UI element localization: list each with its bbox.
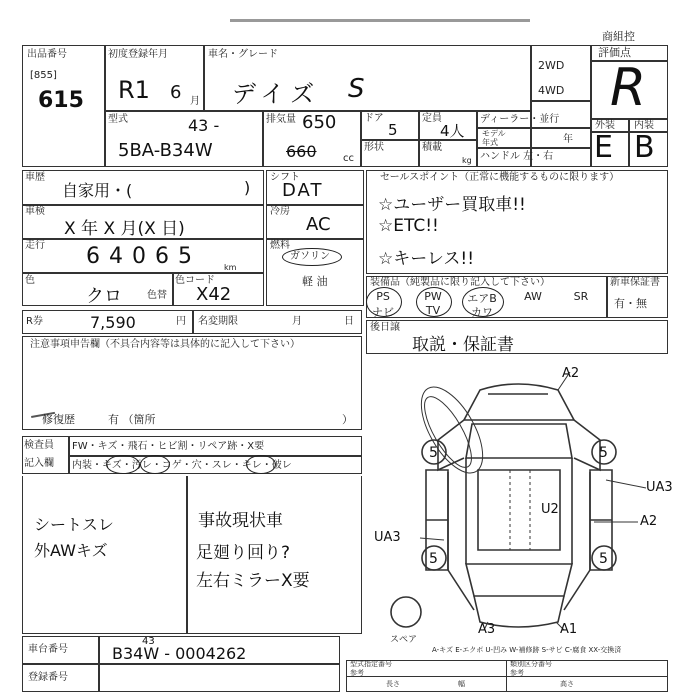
name-change-month: 月	[292, 316, 302, 327]
class-number-label-line1: 類別区分番号	[510, 660, 552, 668]
drive-2wd: 2WD	[538, 59, 565, 72]
name-change-day: 日	[344, 316, 354, 327]
dealer-label: ディーラー・並行	[480, 114, 560, 125]
history-close: )	[244, 178, 251, 197]
equip-airbag-circle	[462, 287, 504, 317]
equip-airbag: エアB	[467, 292, 497, 305]
new-warranty-label: 新車保証書	[610, 277, 660, 288]
interior-wear-circle	[246, 455, 276, 474]
fuel-diesel: 軽 油	[302, 275, 328, 288]
vehicle-grade: S	[348, 74, 365, 104]
repair-label: 修復歴	[42, 413, 75, 426]
model-year-label-line2: 年式	[482, 138, 498, 147]
notes-label: 注意事項申告欄（不具合内容等は具体的に記入して下さい）	[30, 339, 300, 350]
drive-4wd: 4WD	[538, 84, 565, 97]
capacity-label: 定員	[422, 113, 442, 124]
color-label: 色	[25, 275, 35, 286]
recycle-unit: 円	[176, 316, 186, 327]
displacement-value: 650	[302, 112, 337, 133]
height-label: 高さ	[560, 680, 574, 688]
mark-5-rear-right: 5	[599, 551, 608, 567]
sales-points-label: セールスポイント（正常に機能するものに限ります）	[380, 172, 620, 183]
chassis-overwrite: 43	[142, 636, 155, 647]
equip-ps: PS	[376, 290, 390, 303]
model-top: 43 -	[188, 116, 220, 135]
length-label: 長さ	[386, 680, 400, 688]
equip-pw-circle	[416, 287, 452, 317]
type-designation-label-line2: 参考	[350, 669, 364, 677]
equip-sr: SR	[573, 290, 589, 303]
registration-month: 6	[170, 82, 182, 103]
registration-label: 初度登録年月	[108, 49, 168, 60]
exterior-rating: E	[594, 130, 613, 165]
mark-5-front-right: 5	[599, 445, 608, 461]
inspection-value: X 年 X 月(X 日)	[64, 219, 185, 239]
mark-a3-rear: A3	[478, 622, 496, 637]
interior-scratch-circle	[106, 455, 140, 474]
fuel-petrol: ガソリン	[290, 251, 330, 262]
model-label: 型式	[108, 114, 128, 125]
remark-right-2: 足廻り回り?	[196, 543, 291, 563]
history-label: 車歴	[25, 172, 45, 183]
inspector-row-1: FW・キズ・飛石・ヒビ割・リペア跡・X要	[72, 441, 265, 452]
displacement-struck: 660	[286, 142, 317, 161]
model-year-label-line1: モデル	[482, 129, 506, 138]
equip-pw: PW	[424, 290, 442, 303]
interior-rating: B	[634, 130, 655, 165]
mark-ua3-right: UA3	[646, 480, 673, 495]
model-year-unit: 年	[563, 134, 573, 145]
vehicle-name: デイズ	[232, 80, 321, 108]
damage-legend: A-キズ E-エクボ U-凹み W-補修跡 S-サビ C-腐食 XX-交換済	[432, 646, 622, 654]
header-title	[230, 14, 530, 22]
registration-month-unit: 月	[190, 96, 200, 107]
repair-value: 有 （箇所	[108, 413, 156, 426]
chassis-value: B34W - 0004262	[112, 644, 247, 663]
type-designation-label	[350, 660, 392, 678]
mark-5-front-left: 5	[429, 445, 438, 461]
repair-close: ）	[342, 413, 353, 426]
shift-label: シフト	[270, 172, 300, 183]
type-designation-label-line1: 型式指定番号	[350, 660, 392, 668]
inspection-label: 車検	[25, 206, 45, 217]
recycle-label: R券	[26, 316, 43, 327]
warranty-value: 有・無	[614, 297, 647, 310]
lot-label: 出品番号	[27, 49, 67, 60]
remark-left-1: シートスレ	[34, 515, 114, 534]
mark-u2-roof: U2	[541, 502, 559, 517]
color-change-label: 色替	[147, 290, 167, 301]
color-code-value: X42	[196, 284, 232, 305]
equip-tv: TV	[425, 304, 441, 317]
equip-ps-circle	[366, 287, 402, 317]
registered-number-section	[22, 664, 340, 692]
mileage-value: 64065	[86, 244, 201, 269]
back-section-value: 取説・保証書	[412, 335, 514, 355]
lot-number: 615	[38, 88, 84, 113]
inspector-label-2: 記入欄	[24, 458, 54, 469]
model-value: 5BA-B34W	[118, 140, 213, 161]
history-value: 自家用・(	[62, 181, 133, 200]
mark-5-rear-left: 5	[429, 551, 438, 567]
width-label: 幅	[458, 680, 465, 688]
mark-a2-top: A2	[562, 366, 580, 381]
capacity-value: 4人	[440, 122, 465, 140]
color-code-label: 色コード	[175, 275, 215, 286]
mark-ua3-left: UA3	[374, 530, 401, 545]
load-unit: kg	[462, 156, 472, 165]
mileage-label: 走行	[25, 240, 45, 251]
mileage-unit: km	[224, 263, 237, 272]
commercial-tag: 商組控	[602, 30, 635, 43]
equipment-label: 装備品（純製品に限り記入して下さい）	[370, 277, 550, 288]
ac-value: AC	[306, 214, 331, 235]
mark-a2-side: A2	[640, 514, 658, 529]
remark-right-3: 左右ミラーX要	[196, 571, 310, 591]
sales-point-3: ☆キーレス!!	[378, 249, 475, 269]
spare-label: スペア	[390, 635, 418, 645]
interior-label: 内装	[634, 120, 654, 131]
ac-label: 冷房	[270, 206, 290, 217]
inspector-row-2: 内装・キズ・汚レ・コゲ・穴・スレ・キレ・破レ	[72, 460, 292, 471]
load-label: 積載	[422, 142, 442, 153]
inspector-label-1: 検査員	[24, 440, 54, 451]
equip-leather: カワ	[471, 306, 493, 319]
doors-label: ドア	[364, 113, 384, 124]
sales-point-1: ☆ユーザー買取車!!	[378, 195, 526, 215]
registered-number-label: 登録番号	[28, 672, 68, 683]
steering-label: ハンドル 左・右	[480, 151, 554, 162]
class-number-label	[510, 660, 552, 678]
remark-left-2: 外AWキズ	[34, 541, 108, 560]
fuel-label: 燃料	[270, 240, 290, 251]
registration-year: R1	[118, 76, 150, 104]
interior-stain-circle	[140, 455, 170, 474]
rating-value: R	[610, 58, 647, 118]
shift-value: DAT	[282, 180, 324, 201]
equip-navi: ナビ	[372, 306, 394, 319]
remark-right-1: 事故現状車	[198, 511, 283, 531]
rating-label: 評価点	[598, 46, 631, 59]
class-number-label-line2: 参考	[510, 669, 524, 677]
lot-code: [855]	[30, 70, 57, 81]
displacement-unit: cc	[343, 153, 354, 164]
back-section-label: 後日譲	[370, 322, 400, 333]
doors-value: 5	[388, 121, 398, 139]
equip-aw: AW	[524, 290, 542, 303]
chassis-label: 車台番号	[28, 644, 68, 655]
sales-point-2: ☆ETC!!	[378, 216, 439, 236]
model-year-label	[482, 129, 506, 147]
name-change-label: 名変期限	[198, 316, 238, 327]
color-value: クロ	[86, 286, 122, 307]
shape-label: 形状	[364, 142, 384, 153]
exterior-label: 外装	[595, 120, 615, 131]
recycle-value: 7,590	[90, 313, 136, 332]
mark-a1-rear: A1	[560, 622, 578, 637]
vehicle-name-label: 車名・グレード	[208, 49, 278, 60]
displacement-label: 排気量	[266, 114, 296, 125]
car-damage-diagram	[368, 360, 668, 640]
